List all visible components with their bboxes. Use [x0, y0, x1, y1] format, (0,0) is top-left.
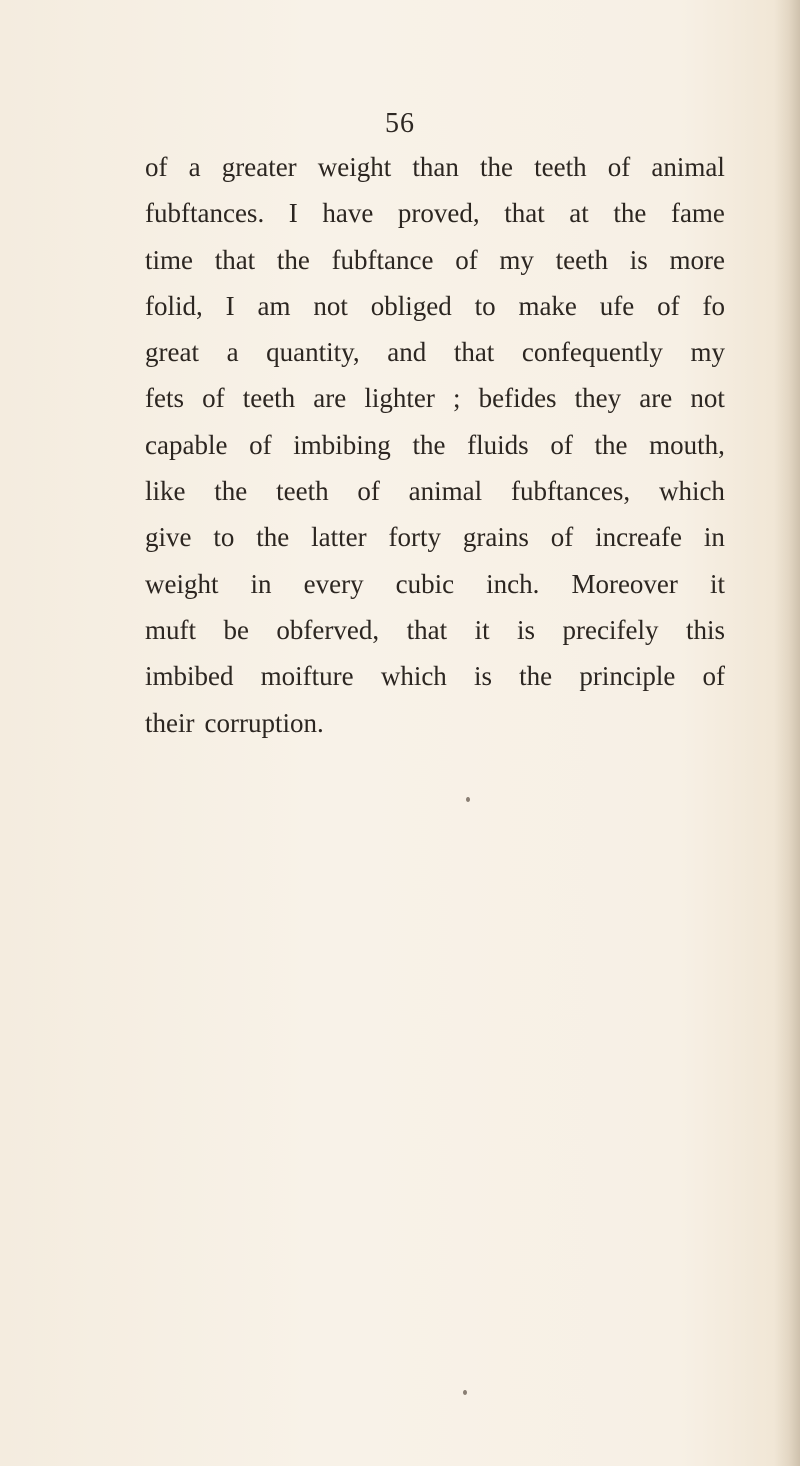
word: like	[145, 476, 186, 507]
word: to	[213, 522, 235, 553]
word: they	[574, 383, 622, 414]
page-number: 56	[385, 108, 415, 139]
text-line	[145, 422, 725, 468]
word: capable	[145, 429, 228, 460]
word: that	[504, 198, 545, 229]
word: of	[702, 661, 725, 692]
word: animal	[651, 152, 725, 182]
word: ;	[452, 383, 461, 414]
word: is	[473, 661, 492, 692]
word: teeth	[242, 383, 296, 414]
text-line	[145, 468, 725, 514]
word: their	[145, 707, 195, 738]
word: every	[303, 568, 364, 599]
word: of	[145, 152, 168, 182]
text-line	[145, 237, 725, 283]
word: the	[480, 152, 514, 182]
word: this	[685, 614, 725, 645]
word: weight	[317, 152, 392, 182]
word: of	[455, 244, 478, 275]
word: the	[519, 661, 553, 692]
word: proved,	[397, 198, 480, 229]
word: the	[276, 244, 310, 275]
word: the	[613, 198, 647, 229]
text-line	[145, 144, 725, 190]
word: increafe	[595, 522, 682, 553]
word: is	[517, 614, 536, 645]
word: of	[249, 429, 272, 460]
word: I	[225, 290, 235, 321]
word: obliged	[370, 290, 452, 321]
word: principle	[579, 661, 676, 692]
word: forty	[388, 522, 441, 553]
word: ufe	[599, 290, 635, 321]
word: muft	[145, 614, 196, 645]
word: not	[313, 290, 348, 321]
word: lighter	[364, 383, 435, 414]
word: more	[669, 244, 725, 275]
word: mouth,	[649, 429, 725, 460]
word: of	[550, 429, 573, 460]
word: are	[639, 383, 673, 414]
word: a	[188, 152, 201, 182]
text-line	[145, 329, 725, 375]
word: the	[412, 429, 446, 460]
word: to	[474, 290, 496, 321]
word: are	[313, 383, 347, 414]
word: fluids	[467, 429, 529, 460]
word: of	[202, 383, 225, 414]
word: teeth	[276, 476, 329, 507]
word: great	[145, 337, 199, 368]
word: latter	[311, 522, 367, 553]
word: than	[412, 152, 459, 182]
word: fame	[670, 198, 725, 229]
word: animal	[408, 476, 483, 507]
word: in	[250, 568, 272, 599]
word: I	[288, 198, 298, 229]
word: of	[657, 290, 680, 321]
text-line	[145, 700, 725, 746]
text-line	[145, 514, 725, 560]
word: fubftance	[331, 244, 434, 275]
word: imbibing	[293, 429, 391, 460]
body-text	[145, 144, 725, 746]
word: my	[690, 337, 725, 368]
word: quantity,	[266, 337, 360, 368]
word: fubftances.	[145, 198, 265, 229]
word: befides	[478, 383, 557, 414]
word: fo	[702, 290, 725, 321]
word: the	[214, 476, 248, 507]
word: imbibed	[145, 661, 234, 692]
word: teeth	[555, 244, 609, 275]
word: of	[607, 152, 631, 182]
word: confequently	[521, 337, 663, 368]
word: in	[703, 522, 725, 553]
word: obferved,	[276, 614, 380, 645]
word: grains	[462, 522, 529, 553]
word: make	[518, 290, 577, 321]
word: moifture	[260, 661, 354, 692]
word: weight	[145, 568, 219, 599]
word: corruption.	[204, 707, 324, 738]
word: the	[256, 522, 290, 553]
word: my	[499, 244, 534, 275]
word: precifely	[562, 614, 659, 645]
word: at	[569, 198, 589, 229]
text-line	[145, 607, 725, 653]
word: that	[453, 337, 495, 368]
ink-speck	[466, 797, 470, 802]
word: and	[387, 337, 427, 368]
word: time	[145, 244, 193, 275]
word: greater	[221, 152, 297, 182]
word: of	[550, 522, 574, 553]
text-line	[145, 375, 725, 421]
word: the	[594, 429, 628, 460]
word: folid,	[145, 290, 203, 321]
text-line	[145, 653, 725, 699]
word: inch.	[486, 568, 540, 599]
word: which	[658, 476, 725, 507]
word: of	[357, 476, 380, 507]
word: cubic	[395, 568, 455, 599]
text-line	[145, 561, 725, 607]
word: which	[380, 661, 447, 692]
page-edge-shadow	[774, 0, 800, 1466]
word: that	[406, 614, 448, 645]
word: fubftances,	[510, 476, 631, 507]
text-line	[145, 190, 725, 236]
word: be	[223, 614, 249, 645]
word: a	[226, 337, 239, 368]
word: Moreover	[571, 568, 678, 599]
word: give	[145, 522, 192, 553]
word: it	[709, 568, 725, 599]
word: not	[690, 383, 725, 414]
word: is	[629, 244, 648, 275]
word: that	[214, 244, 256, 275]
text-line	[145, 283, 725, 329]
word: am	[257, 290, 291, 321]
word: have	[322, 198, 374, 229]
word: it	[474, 614, 490, 645]
word: fets	[145, 383, 184, 414]
ink-speck	[463, 1390, 467, 1395]
word: teeth	[534, 152, 587, 182]
